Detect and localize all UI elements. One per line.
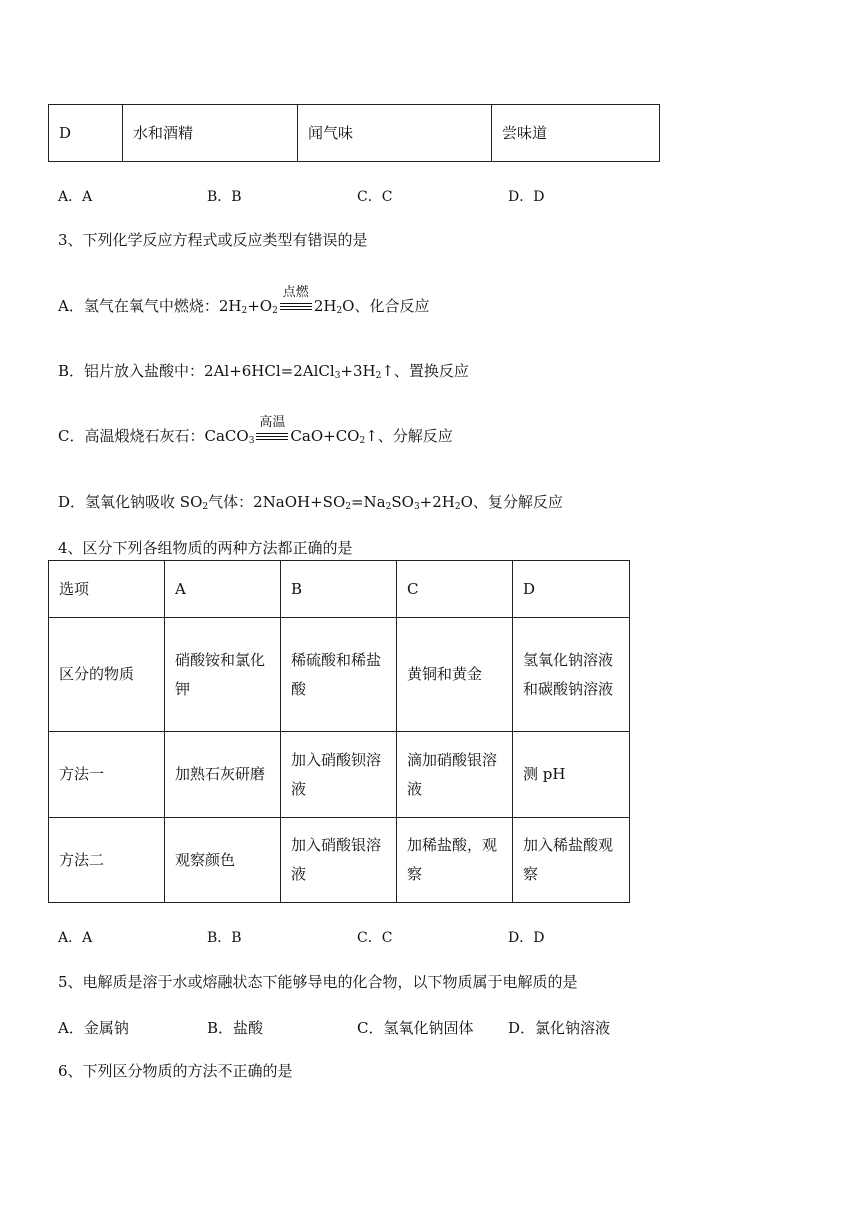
q2-option-c[interactable]: C．C — [357, 189, 393, 205]
formula-text: 2H — [218, 297, 242, 315]
q4-option-b[interactable]: B．B — [207, 930, 242, 946]
table-cell: 观察颜色 — [165, 818, 281, 903]
subscript: 2 — [375, 371, 382, 381]
formula-text: D．氢氧化钠吸收 SO — [58, 493, 203, 511]
formula-text: B．铝片放入盐酸中：2Al+6HCl=2AlCl — [58, 362, 335, 380]
formula-text: O、化合反应 — [342, 297, 430, 315]
formula-text: +3H — [340, 362, 376, 380]
subscript: 2 — [241, 306, 248, 316]
reaction-condition: 点燃 — [282, 285, 309, 300]
question-3-stem: 3、下列化学反应方程式或反应类型有错误的是 — [58, 231, 368, 249]
q4-option-d[interactable]: D．D — [508, 930, 545, 946]
table-cell: 闻气味 — [298, 105, 492, 162]
reaction-condition-arrow — [279, 285, 313, 313]
q3-option-a[interactable] — [58, 285, 430, 316]
table-row — [49, 105, 660, 162]
subscript: 2 — [359, 436, 366, 446]
q3-option-b[interactable] — [58, 360, 469, 381]
q4-table — [48, 560, 630, 903]
reaction-condition-arrow — [255, 415, 289, 443]
q3-option-d[interactable] — [58, 491, 563, 512]
q4-option-a[interactable]: A．A — [58, 930, 93, 946]
table-cell: D — [49, 105, 123, 162]
top-table — [48, 104, 660, 162]
q2-option-a[interactable]: A．A — [58, 189, 93, 205]
table-cell: 硝酸铵和氯化钾 — [165, 618, 281, 732]
table-cell: 加入硝酸银溶液 — [281, 818, 397, 903]
header-cell: B — [281, 561, 397, 618]
subscript: 2 — [272, 306, 278, 316]
table-cell: 加入硝酸钡溶液 — [281, 732, 397, 818]
table-cell: 测 pH — [513, 732, 630, 818]
table-row — [49, 818, 630, 903]
header-cell: A — [165, 561, 281, 618]
q3-a-prefix: A．氢气在氧气中燃烧： — [58, 297, 219, 315]
header-cell: D — [513, 561, 630, 618]
q2-option-d[interactable]: D．D — [508, 189, 545, 205]
formula-text: +2H — [419, 493, 455, 511]
subscript: 2 — [454, 502, 461, 512]
subscript: 2 — [336, 306, 343, 316]
table-cell: 水和酒精 — [123, 105, 298, 162]
formula-text: ↑、分解反应 — [365, 427, 453, 445]
subscript: 3 — [413, 502, 420, 512]
table-cell: 加熟石灰研磨 — [165, 732, 281, 818]
formula-text: O、复分解反应 — [460, 493, 563, 511]
table-row — [49, 618, 630, 732]
table-header-row — [49, 561, 630, 618]
q3-option-c[interactable] — [58, 415, 453, 446]
formula-text: =Na — [350, 493, 386, 511]
subscript: 2 — [385, 502, 392, 512]
reaction-condition: 高温 — [259, 415, 286, 430]
q5-option-a[interactable]: A．金属钠 — [58, 1019, 129, 1037]
subscript: 2 — [345, 502, 351, 512]
formula-text: 2H — [313, 297, 337, 315]
table-row — [49, 732, 630, 818]
table-cell: 黄铜和黄金 — [397, 618, 513, 732]
table-cell: 加入稀盐酸观察 — [513, 818, 630, 903]
subscript: 3 — [248, 436, 255, 446]
table-cell: 滴加硝酸银溶液 — [397, 732, 513, 818]
q5-option-c[interactable]: C．氢氧化钠固体 — [357, 1019, 474, 1037]
question-6-stem: 6、下列区分物质的方法不正确的是 — [58, 1062, 293, 1080]
table-cell: 尝味道 — [492, 105, 660, 162]
question-5-stem: 5、电解质是溶于水或熔融状态下能够导电的化合物，以下物质属于电解质的是 — [58, 973, 578, 991]
row-label: 方法二 — [49, 818, 165, 903]
formula-text: +O — [247, 297, 273, 315]
formula-text: 气体：2NaOH+SO — [208, 493, 346, 511]
subscript: 3 — [334, 371, 341, 381]
table-cell: 氢氧化钠溶液和碳酸钠溶液 — [513, 618, 630, 732]
header-cell: 选项 — [49, 561, 165, 618]
table-cell: 加稀盐酸，观察 — [397, 818, 513, 903]
header-cell: C — [397, 561, 513, 618]
table-cell: 稀硫酸和稀盐酸 — [281, 618, 397, 732]
subscript: 2 — [202, 502, 209, 512]
formula-text: CaO+CO — [290, 427, 360, 445]
formula-text: C．高温煅烧石灰石：CaCO — [58, 427, 249, 445]
q4-option-c[interactable]: C．C — [357, 930, 393, 946]
row-label: 方法一 — [49, 732, 165, 818]
question-4-stem: 4、区分下列各组物质的两种方法都正确的是 — [58, 539, 353, 557]
q2-option-b[interactable]: B．B — [207, 189, 242, 205]
row-label: 区分的物质 — [49, 618, 165, 732]
formula-text: ↑、置换反应 — [381, 362, 469, 380]
q5-option-d[interactable]: D．氯化钠溶液 — [508, 1019, 611, 1037]
q5-option-b[interactable]: B．盐酸 — [207, 1019, 264, 1037]
formula-text: SO — [391, 493, 414, 511]
